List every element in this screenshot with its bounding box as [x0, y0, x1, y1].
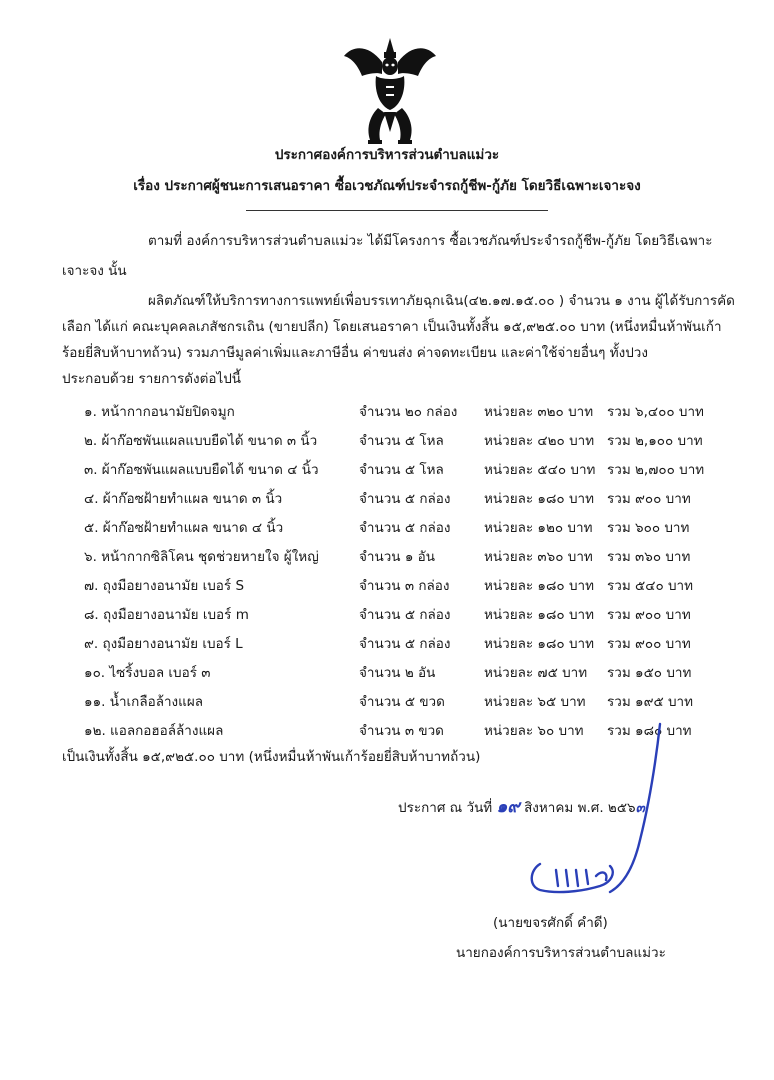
item-unit-price: หน่วยละ ๓๖๐ บาท [484, 549, 593, 565]
paragraph-1-line-1: ตามที่ องค์การบริหารส่วนตำบลแม่วะ ได้มีโครงการ ซื้อเวชภัณฑ์ประจำรถกู้ชีพ-กู้ภัย โดยวิธีเฉพาะ [148, 233, 713, 249]
announce-date-prefix: ประกาศ ณ วันที่ [398, 800, 493, 816]
list-item [72, 661, 732, 679]
item-quantity: จำนวน ๕ ขวด [359, 694, 445, 710]
item-quantity: จำนวน ๒๐ กล่อง [359, 404, 458, 420]
garuda-emblem [340, 36, 440, 146]
announcement-title: ประกาศองค์การบริหารส่วนตำบลแม่วะ [274, 147, 500, 163]
paragraph-2-line-3: ร้อยยี่สิบห้าบาทถ้วน) รวมภาษีมูลค่าเพิ่มและภาษีอื่น ค่าขนส่ง ค่าจดทะเบียน และค่าใช้จ่ายอื่นๆ ทั้งปวง [62, 345, 648, 361]
list-item [72, 574, 732, 592]
item-quantity: จำนวน ๕ กล่อง [359, 520, 451, 536]
item-name: ๕. ผ้าก๊อซฝ้ายทำแผล ขนาด ๔ นิ้ว [84, 520, 284, 536]
divider-line [246, 210, 548, 211]
announce-day: ๑๙ [496, 797, 520, 817]
item-name: ๘. ถุงมือยางอนามัย เบอร์ m [84, 607, 249, 623]
grand-total: เป็นเงินทั้งสิ้น ๑๕,๙๒๕.๐๐ บาท (หนึ่งหมื่นห้าพันเก้าร้อยยี่สิบห้าบาทถ้วน) [62, 749, 481, 765]
item-total: รวม ๖,๔๐๐ บาท [607, 404, 704, 420]
item-total: รวม ๒,๑๐๐ บาท [607, 433, 703, 449]
item-total: รวม ๕๔๐ บาท [607, 578, 694, 594]
list-item [72, 690, 732, 708]
item-quantity: จำนวน ๓ กล่อง [359, 578, 450, 594]
item-unit-price: หน่วยละ ๑๘๐ บาท [484, 491, 594, 507]
announce-month-year: สิงหาคม พ.ศ. ๒๕๖ [524, 800, 636, 816]
item-total: รวม ๒,๗๐๐ บาท [607, 462, 705, 478]
item-unit-price: หน่วยละ ๕๔๐ บาท [484, 462, 596, 478]
item-unit-price: หน่วยละ ๔๒๐ บาท [484, 433, 595, 449]
item-quantity: จำนวน ๕ กล่อง [359, 607, 451, 623]
list-item [72, 516, 732, 534]
item-name: ๖. หน้ากากซิลิโคน ชุดช่วยหายใจ ผู้ใหญ่ [84, 549, 319, 565]
item-unit-price: หน่วยละ ๖๕ บาท [484, 694, 586, 710]
item-name: ๔. ผ้าก๊อซฝ้ายทำแผล ขนาด ๓ นิ้ว [84, 491, 283, 507]
list-item [72, 632, 732, 650]
item-unit-price: หน่วยละ ๑๒๐ บาท [484, 520, 593, 536]
item-quantity: จำนวน ๕ กล่อง [359, 636, 451, 652]
item-total: รวม ๑๘๐ บาท [607, 723, 692, 739]
item-quantity: จำนวน ๕ โหล [359, 462, 444, 478]
item-unit-price: หน่วยละ ๑๘๐ บาท [484, 578, 594, 594]
item-name: ๙. ถุงมือยางอนามัย เบอร์ L [84, 636, 243, 652]
signer-position: นายกองค์การบริหารส่วนตำบลแม่วะ [456, 945, 666, 961]
item-unit-price: หน่วยละ ๗๕ บาท [484, 665, 588, 681]
list-item [72, 458, 732, 476]
list-item [72, 429, 732, 447]
signature [500, 720, 700, 900]
item-name: ๑๒. แอลกอฮอล์ล้างแผล [84, 723, 224, 739]
item-unit-price: หน่วยละ ๑๘๐ บาท [484, 607, 594, 623]
list-item [72, 603, 732, 621]
item-name: ๗. ถุงมือยางอนามัย เบอร์ S [84, 578, 245, 594]
item-total: รวม ๙๐๐ บาท [607, 636, 691, 652]
item-total: รวม ๓๖๐ บาท [607, 549, 691, 565]
list-item [72, 487, 732, 505]
paragraph-2-line-1: ผลิตภัณฑ์ให้บริการทางการแพทย์เพื่อบรรเทาภัยฉุกเฉิน(๔๒.๑๗.๑๕.๐๐ ) จำนวน ๑ งาน ผู้ได้รับการคัด [148, 293, 735, 309]
item-total: รวม ๑๙๕ บาท [607, 694, 694, 710]
list-item [72, 545, 732, 563]
item-quantity: จำนวน ๒ อัน [359, 665, 436, 681]
announce-year-digit: ๓ [635, 800, 645, 816]
item-unit-price: หน่วยละ ๑๘๐ บาท [484, 636, 594, 652]
item-unit-price: หน่วยละ ๖๐ บาท [484, 723, 584, 739]
item-total: รวม ๑๕๐ บาท [607, 665, 692, 681]
paragraph-2-line-2: เลือก ได้แก่ คณะบุคคลเภสัชกรเถิน (ขายปลีก) โดยเสนอราคา เป็นเงินทั้งสิ้น ๑๕,๙๒๕.๐๐ บาท (หนึ่งหมื่นห้าพันเก้า [62, 319, 722, 335]
item-quantity: จำนวน ๓ ขวด [359, 723, 444, 739]
list-item [72, 400, 732, 418]
item-total: รวม ๙๐๐ บาท [607, 491, 691, 507]
paragraph-1-line-2: เจาะจง นั้น [62, 263, 127, 279]
list-intro: ประกอบด้วย รายการดังต่อไปนี้ [62, 371, 242, 387]
item-quantity: จำนวน ๕ โหล [359, 433, 444, 449]
item-name: ๓. ผ้าก๊อซพันแผลแบบยืดได้ ขนาด ๔ นิ้ว [84, 462, 319, 478]
item-quantity: จำนวน ๑ อัน [359, 549, 436, 565]
item-quantity: จำนวน ๕ กล่อง [359, 491, 451, 507]
item-unit-price: หน่วยละ ๓๒๐ บาท [484, 404, 594, 420]
signer-name: (นายขจรศักดิ์ คำดี) [493, 915, 608, 931]
announcement-subject: เรื่อง ประกาศผู้ชนะการเสนอราคา ซื้อเวชภัณฑ์ประจำรถกู้ชีพ-กู้ภัย โดยวิธีเฉพาะเจาะจง [133, 178, 641, 194]
item-total: รวม ๙๐๐ บาท [607, 607, 691, 623]
item-name: ๑. หน้ากากอนามัยปิดจมูก [84, 404, 235, 420]
item-name: ๑๑. น้ำเกลือล้างแผล [84, 694, 204, 710]
item-name: ๒. ผ้าก๊อซพันแผลแบบยืดได้ ขนาด ๓ นิ้ว [84, 433, 318, 449]
item-name: ๑๐. ไซริ้งบอล เบอร์ ๓ [84, 665, 211, 681]
item-total: รวม ๖๐๐ บาท [607, 520, 690, 536]
